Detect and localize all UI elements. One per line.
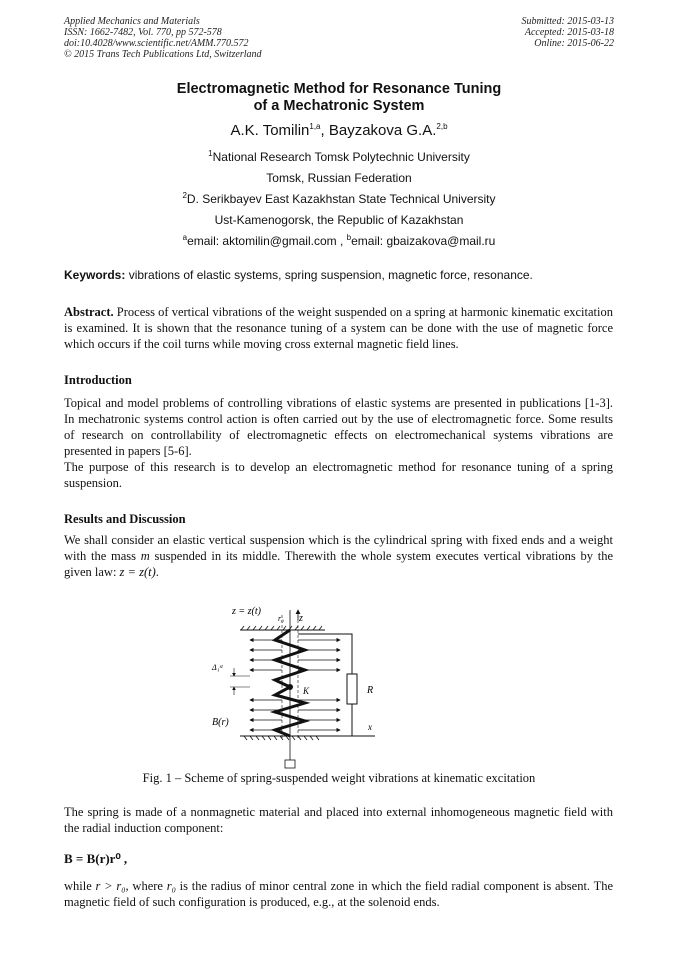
aff1-sup: 1 — [208, 149, 213, 158]
circuit-wire — [298, 634, 375, 736]
label-x: x — [368, 722, 372, 732]
paper-title — [0, 81, 678, 115]
label-R: R — [367, 685, 374, 696]
affiliation-2-city: Ust-Kamenogorsk, the Republic of Kazakhstan — [214, 213, 464, 227]
author-2-sup: 2,b — [436, 122, 448, 131]
label-z: z — [299, 613, 303, 624]
accepted-date: Accepted: 2015-03-18 — [524, 27, 614, 38]
results-text-a: We shall consider an elastic vertical suspension which is the cylindrical spring with fixed ends and a weight with the mass — [64, 533, 613, 563]
aff2-line1: D. Serikbayev East Kazakhstan State Technical University — [186, 192, 496, 206]
body-paragraph-condition — [64, 878, 613, 910]
cond-inequality: r > r₀ — [95, 879, 126, 893]
submitted-date: Submitted: 2015-03-13 — [521, 16, 614, 27]
label-z-law: z = z(t) — [232, 606, 261, 617]
body-paragraph-field: The spring is made of a nonmagnetic material and placed into external inhomogeneous magnetic field with the radial induction component: — [64, 805, 613, 835]
email-separator: , — [336, 234, 347, 248]
intro-paragraph-1: Topical and model problems of controlling vibrations of elastic systems are presented in publications [1-3]. In mechatronic systems control action is often carried out by the use of electromagnetic force. Some results of research on controllability of electromagnetic effects on electromechanical systems vibrations are presented in papers [5-6]. — [64, 396, 613, 458]
emails — [0, 234, 678, 248]
title-line-2: of a Mechatronic System — [253, 98, 425, 114]
figure-caption: Fig. 1 – Scheme of spring-suspended weight vibrations at kinematic excitation — [142, 771, 536, 785]
author-2: Bayzakova G.A. — [328, 122, 437, 139]
results-text-end: . — [155, 565, 159, 579]
journal-doi: doi:10.4028/www.scientific.net/AMM.770.572 — [64, 38, 249, 49]
spring-suspension-figure — [210, 590, 410, 770]
label-B: B(r) — [212, 717, 229, 728]
keywords-label: Keywords: — [64, 268, 126, 282]
weight-mass — [287, 684, 293, 690]
author-1: A.K. Tomilin — [230, 122, 310, 139]
resistor — [347, 674, 357, 704]
email-b[interactable]: email: gbaizakova@mail.ru — [351, 234, 496, 248]
abstract-label: Abstract. — [64, 305, 114, 319]
keywords-text: vibrations of elastic systems, spring suspension, magnetic force, resonance. — [125, 268, 533, 282]
mass-symbol: m — [140, 549, 150, 563]
cond-text-b: , where — [125, 879, 167, 893]
journal-info — [64, 16, 262, 60]
intro-heading: Introduction — [64, 373, 132, 387]
bottom-support — [240, 736, 325, 740]
affiliation-2 — [0, 192, 678, 206]
author-separator: , — [320, 122, 329, 139]
online-date: Online: 2015-06-22 — [534, 38, 614, 49]
formula-text: B = B(r)r⁰ , — [64, 851, 128, 866]
cond-text-c: is the radius of minor central zone in which the field radial component is absent. The magnetic field of such configuration is produced, e.g., at the solenoid ends. — [64, 879, 614, 909]
email-a-sup: a — [182, 233, 188, 242]
journal-copyright: © 2015 Trans Tech Publications Ltd, Switzerland — [64, 49, 262, 60]
results-text-b: suspended in its middle. Therewith the whole system executes vertical vibrations by the given law: — [64, 549, 614, 579]
results-heading: Results and Discussion — [64, 512, 186, 526]
title-line-1: Electromagnetic Method for Resonance Tuning — [176, 81, 502, 97]
abstract — [64, 304, 613, 352]
author-1-sup: 1,a — [309, 122, 321, 131]
label-delta: Δ₁ˢᵗ — [212, 663, 223, 672]
aff1-line1: National Research Tomsk Polytechnic University — [212, 150, 470, 164]
top-support — [240, 626, 325, 630]
label-r0: r₀ — [278, 614, 284, 623]
excitation-block — [285, 760, 295, 768]
label-K: K — [303, 686, 310, 696]
motion-law: z = z(t) — [119, 565, 156, 579]
cond-r0: r₀ — [166, 879, 176, 893]
abstract-text: Process of vertical vibrations of the weight suspended on a spring at harmonic kinematic excitation is examined. It is shown that the resonance tuning of a system can be done with the use of magnetic force which occurs if the coil turns while moving cross external magnetic field lines. — [64, 305, 613, 351]
affiliation-1-city: Tomsk, Russian Federation — [266, 171, 412, 185]
aff2-sup: 2 — [182, 191, 187, 200]
journal-name: Applied Mechanics and Materials — [64, 16, 200, 27]
author-list — [0, 122, 678, 139]
induction-formula — [64, 851, 127, 867]
email-b-sup: b — [346, 233, 352, 242]
results-paragraph-1 — [64, 532, 613, 580]
cond-text-a: while — [64, 879, 96, 893]
journal-issn: ISSN: 1662-7482, Vol. 770, pp 572-578 — [64, 27, 222, 38]
keywords — [64, 268, 624, 282]
intro-paragraph-2: The purpose of this research is to develop an electromagnetic method for resonance tuning of a spring suspension. — [64, 460, 613, 490]
submission-dates — [522, 16, 615, 49]
email-a[interactable]: email: aktomilin@gmail.com — [187, 234, 337, 248]
affiliation-1 — [0, 150, 678, 164]
